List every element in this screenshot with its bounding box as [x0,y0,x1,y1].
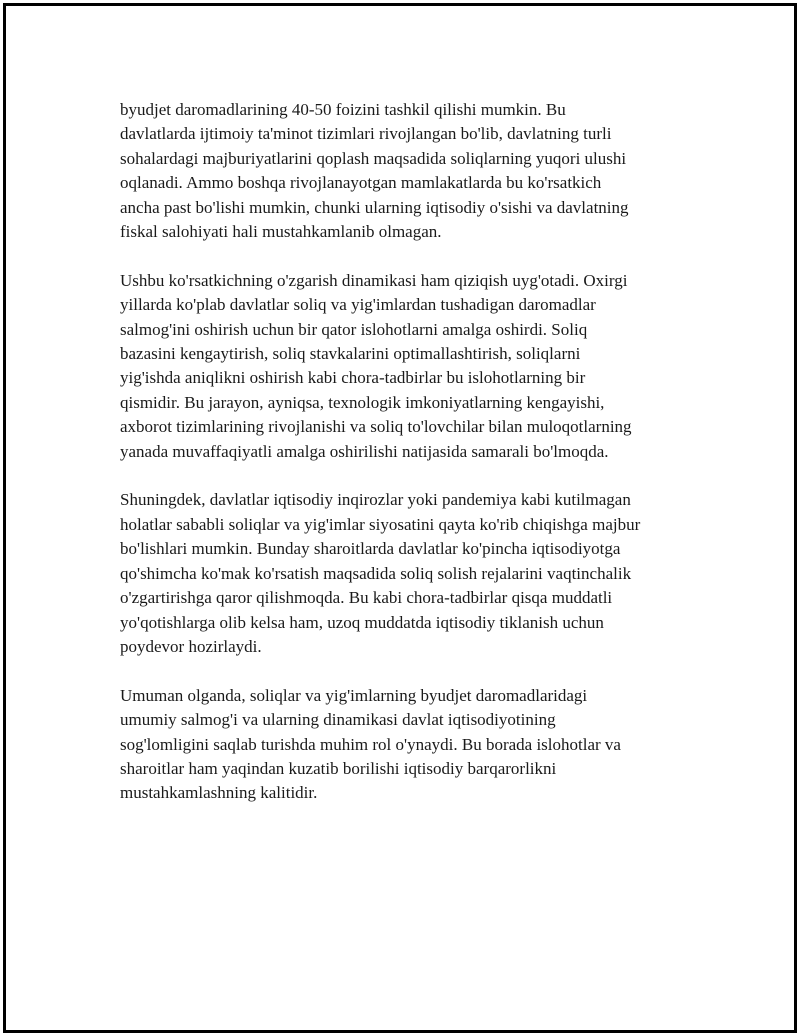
text-line: bazasini kengaytirish, soliq stavkalarini optimallashtirish, soliqlarni [120,344,581,364]
text-line: mustahkamlashning kalitidir. [120,783,318,803]
text-line: holatlar sababli soliqlar va yig'imlar siyosatini qayta ko'rib chiqishga majbur [120,514,641,534]
text-line: sohalardagi majburiyatlarini qoplash maqsadida soliqlarning yuqori ulushi [120,148,627,168]
page-frame [3,3,797,1033]
text-line: qo'shimcha ko'mak ko'rsatish maqsadida soliq solish rejalarini vaqtinchalik [120,563,632,583]
text-line: salmog'ini oshirish uchun bir qator islohotlarni amalga oshirdi. Soliq [120,319,588,339]
text-line: o'zgartirishga qaror qilishmoqda. Bu kabi chora-tadbirlar qisqa muddatli [120,588,613,608]
text-line: yo'qotishlarga olib kelsa ham, uzoq muddatda iqtisodiy tiklanish uchun [120,612,604,632]
text-line: ancha past bo'lishi mumkin, chunki ularning iqtisodiy o'sishi va davlatning [120,197,629,217]
text-line: byudjet daromadlarining 40-50 foizini tashkil qilishi mumkin. Bu [120,100,566,119]
text-line: Ushbu ko'rsatkichning o'zgarish dinamikasi ham qiziqish uyg'otadi. Oxirgi [120,270,628,290]
paragraph-1 [120,98,710,244]
text-line: davlatlarda ijtimoiy ta'minot tizimlari rivojlangan bo'lib, davlatning turli [120,124,612,144]
text-line: sharoitlar ham yaqindan kuzatib borilishi iqtisodiy barqarorlikni [120,758,557,778]
document-body [120,98,710,830]
text-line: Umuman olganda, soliqlar va yig'imlarning byudjet daromadlaridagi [120,685,588,705]
paragraph-4 [120,684,710,806]
text-line: umumiy salmog'i va ularning dinamikasi davlat iqtisodiyotining [120,710,556,730]
text-line: yillarda ko'plab davlatlar soliq va yig'imlardan tushadigan daromadlar [120,295,596,315]
text-line: axborot tizimlarining rivojlanishi va soliq to'lovchilar bilan muloqotlarning [120,417,632,437]
text-line: fiskal salohiyati hali mustahkamlanib olmagan. [120,222,442,242]
text-line: Shuningdek, davlatlar iqtisodiy inqirozlar yoki pandemiya kabi kutilmagan [120,490,631,510]
text-line: yanada muvaffaqiyatli amalga oshirilishi natijasida samarali bo'lmoqda. [120,441,609,461]
text-line: poydevor hozirlaydi. [120,636,262,656]
text-line: yig'ishda aniqlikni oshirish kabi chora-tadbirlar bu islohotlarning bir [120,368,586,388]
text-line: bo'lishlari mumkin. Bunday sharoitlarda davlatlar ko'pincha iqtisodiyotga [120,539,621,559]
paragraph-3 [120,488,710,659]
text-line: qismidir. Bu jarayon, ayniqsa, texnologik imkoniyatlarning kengayishi, [120,392,605,412]
text-line: oqlanadi. Ammo boshqa rivojlanayotgan mamlakatlarda bu ko'rsatkich [120,173,602,193]
text-line: sog'lomligini saqlab turishda muhim rol o'ynaydi. Bu borada islohotlar va [120,734,621,754]
paragraph-2 [120,269,710,464]
